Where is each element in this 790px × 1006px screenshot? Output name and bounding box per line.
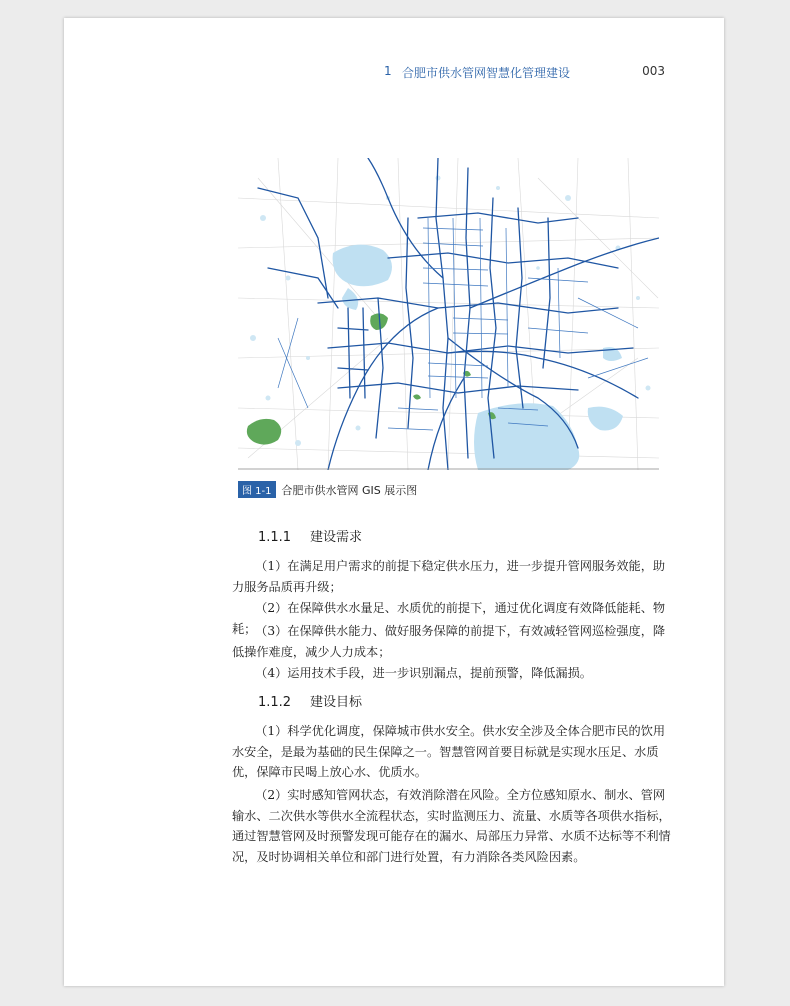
- running-header: [384, 64, 669, 80]
- gis-map-image: [238, 158, 659, 470]
- paragraph: （2）在保障供水水量足、水质优的前提下，通过优化调度有效降低能耗、物耗；: [232, 601, 666, 636]
- paragraph: （1）科学优化调度，保障城市供水安全。供水安全涉及全体合肥市民的饮用水安全，是最为基础的民生保障之一。智慧管网首要目标就是实现水压足、水质优，保障市民喝上放心水、优质水。: [232, 724, 666, 779]
- section-title: 建设需求: [310, 530, 363, 545]
- paragraph: （1）在满足用户需求的前提下稳定供水压力，进一步提升管网服务效能，助力服务品质再升级；: [232, 559, 666, 594]
- figure-tag: 图 1-1: [238, 481, 276, 498]
- figure-caption-text: 合肥市供水管网 GIS 展示图: [281, 484, 418, 497]
- chapter-title: 合肥市供水管网智慧化管理建设: [402, 66, 571, 80]
- section-number: 1.1.2: [258, 695, 292, 710]
- paragraph: （2）实时感知管网状态，有效消除潜在风险。全方位感知原水、制水、管网输水、二次供水等供水全流程状态，实时监测压力、流量、水质等各项供水指标，通过智慧管网及时预警发现可能存在的漏水、局部压力异常、水质不达标等不利情况，及时协调相关单位和部门进行处置，有力消除各类风险因素。: [232, 788, 671, 864]
- section-number: 1.1.1: [258, 530, 292, 545]
- page-number: 003: [642, 64, 665, 78]
- figure-caption: [238, 481, 417, 497]
- section-heading-1-1-2: [258, 691, 362, 709]
- section-title: 建设目标: [310, 695, 363, 710]
- section-heading-1-1-1: [258, 526, 362, 544]
- paragraph: （3）在保障供水能力、做好服务保障的前提下，有效减轻管网巡检强度，降低操作难度，减少人力成本；: [232, 624, 666, 659]
- paragraph: （4）运用技术手段，进一步识别漏点，提前预警，降低漏损。: [255, 666, 592, 680]
- chapter-number: 1: [384, 64, 392, 78]
- gis-map-figure: [238, 158, 659, 470]
